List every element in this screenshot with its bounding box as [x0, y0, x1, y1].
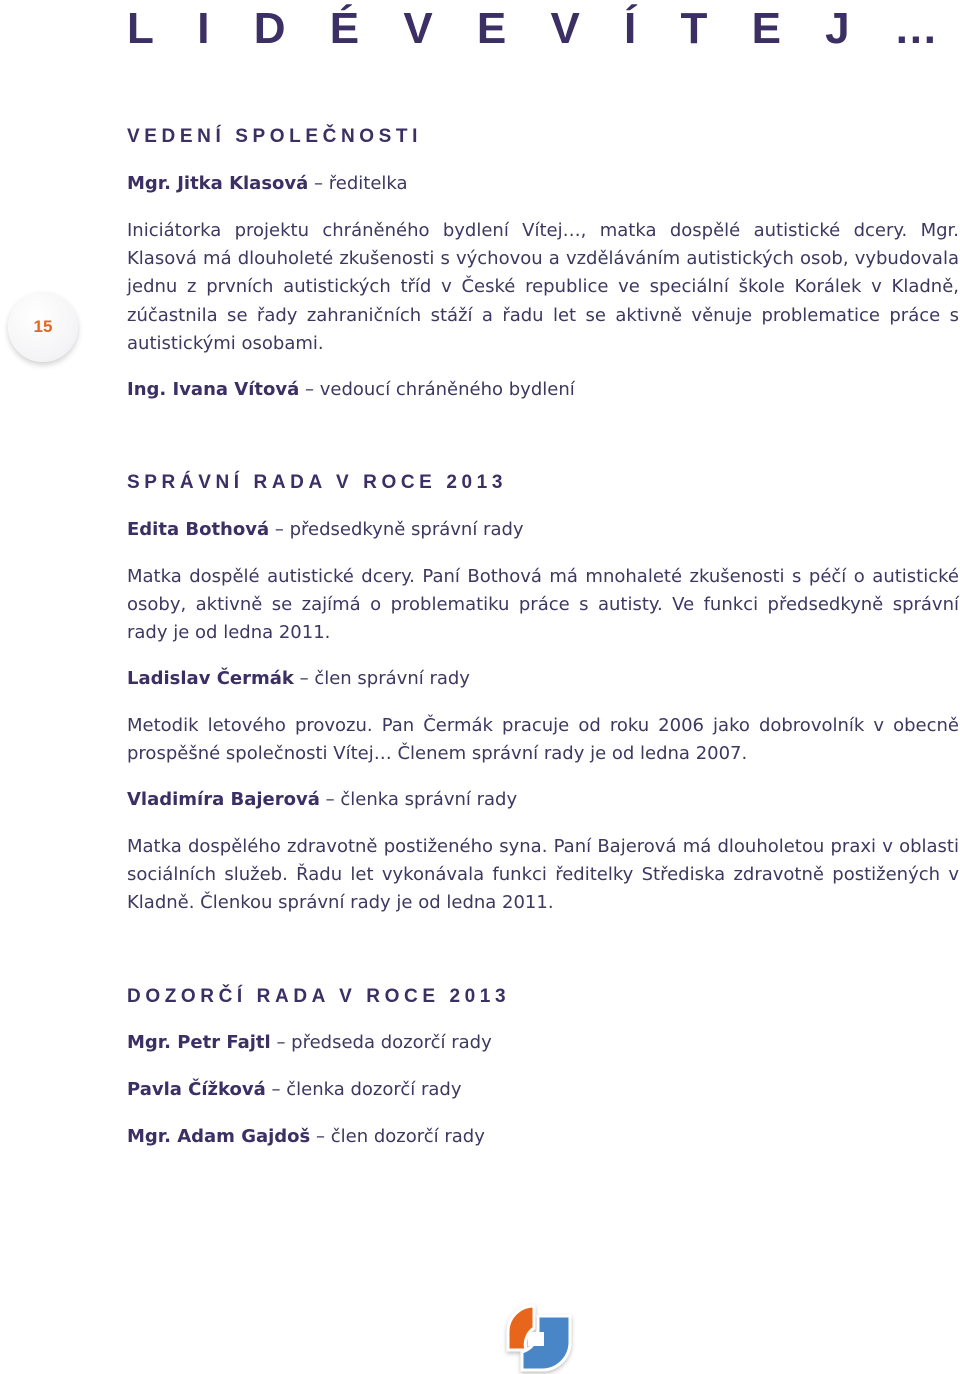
- person-ladislav-cermak: [127, 668, 470, 689]
- person-pavla-cizkova: [127, 1079, 462, 1100]
- bio-jitka-klasova: Iniciátorka projektu chráněného bydlení Vítej…, matka dospělé autistické dcery. Mgr. Klasová má dlouholeté zkušenosti s výchovou a vzděláváním autistických osob, vybudovala jednu z prvních autistických tříd v České republice ve speciální škole Korálek v Kladně, zúčastnila se řady zahraničních stáží a řadu let se aktivně věnuje problematice práce s autistickými osobami.: [127, 220, 959, 354]
- person-name: Mgr. Jitka Klasová: [127, 173, 309, 194]
- person-name: Edita Bothová: [127, 519, 270, 540]
- person-edita-bothova: [127, 519, 524, 540]
- section-heading-vedeni: VEDENÍ SPOLEČNOSTI: [127, 126, 423, 147]
- bio-vladimira-bajerova: Matka dospělého zdravotně postiženého syna. Paní Bajerová má dlouholetou praxi v oblasti sociálních služeb. Řadu let vykonávala funkci ředitelky Střediska zdravotně postižených v Kladně. Členkou správní rady je od ledna 2011.: [127, 836, 959, 914]
- person-role: – předsedkyně správní rady: [274, 519, 524, 540]
- person-petr-fajtl: [127, 1032, 492, 1053]
- person-name: Vladimíra Bajerová: [127, 789, 320, 810]
- person-jitka-klasova: [127, 173, 408, 194]
- person-role: – vedoucí chráněného bydlení: [305, 379, 575, 400]
- person-name: Pavla Čížková: [127, 1079, 266, 1100]
- section-heading-dozorci-rada: DOZORČÍ RADA V ROCE 2013: [127, 986, 511, 1007]
- bio-ladislav-cermak: Metodik letového provozu. Pan Čermák pracuje od roku 2006 jako dobrovolník v obecně prospěšné společnosti Vítej… Členem správní rady je od ledna 2007.: [127, 715, 959, 765]
- page-title: L I D É V E V Í T E J …: [127, 4, 954, 53]
- person-role: – člen správní rady: [299, 668, 470, 689]
- person-role: – ředitelka: [314, 173, 408, 194]
- person-name: Mgr. Petr Fajtl: [127, 1032, 271, 1053]
- page-number-badge: [8, 292, 78, 362]
- bio-edita-bothova: Matka dospělé autistické dcery. Paní Bothová má mnohaleté zkušenosti s péčí o autistické osoby, aktivně se zajímá o problematiku práce s autisty. Ve funkci předsedkyně správní rady je od ledna 2011.: [127, 566, 959, 644]
- person-adam-gajdos: [127, 1126, 485, 1147]
- person-role: – předseda dozorčí rady: [276, 1032, 492, 1053]
- person-role: – členka dozorčí rady: [271, 1079, 462, 1100]
- person-role: – členka správní rady: [325, 789, 518, 810]
- page-number: 15: [33, 317, 53, 336]
- person-vladimira-bajerova: [127, 789, 517, 810]
- section-heading-spravni-rada: SPRÁVNÍ RADA V ROCE 2013: [127, 472, 507, 493]
- person-name: Ladislav Čermák: [127, 668, 294, 689]
- person-ivana-vitova: [127, 379, 575, 400]
- person-name: Mgr. Adam Gajdoš: [127, 1126, 311, 1147]
- vitej-logo-icon: [494, 1300, 586, 1374]
- person-role: – člen dozorčí rady: [316, 1126, 485, 1147]
- person-name: Ing. Ivana Vítová: [127, 379, 300, 400]
